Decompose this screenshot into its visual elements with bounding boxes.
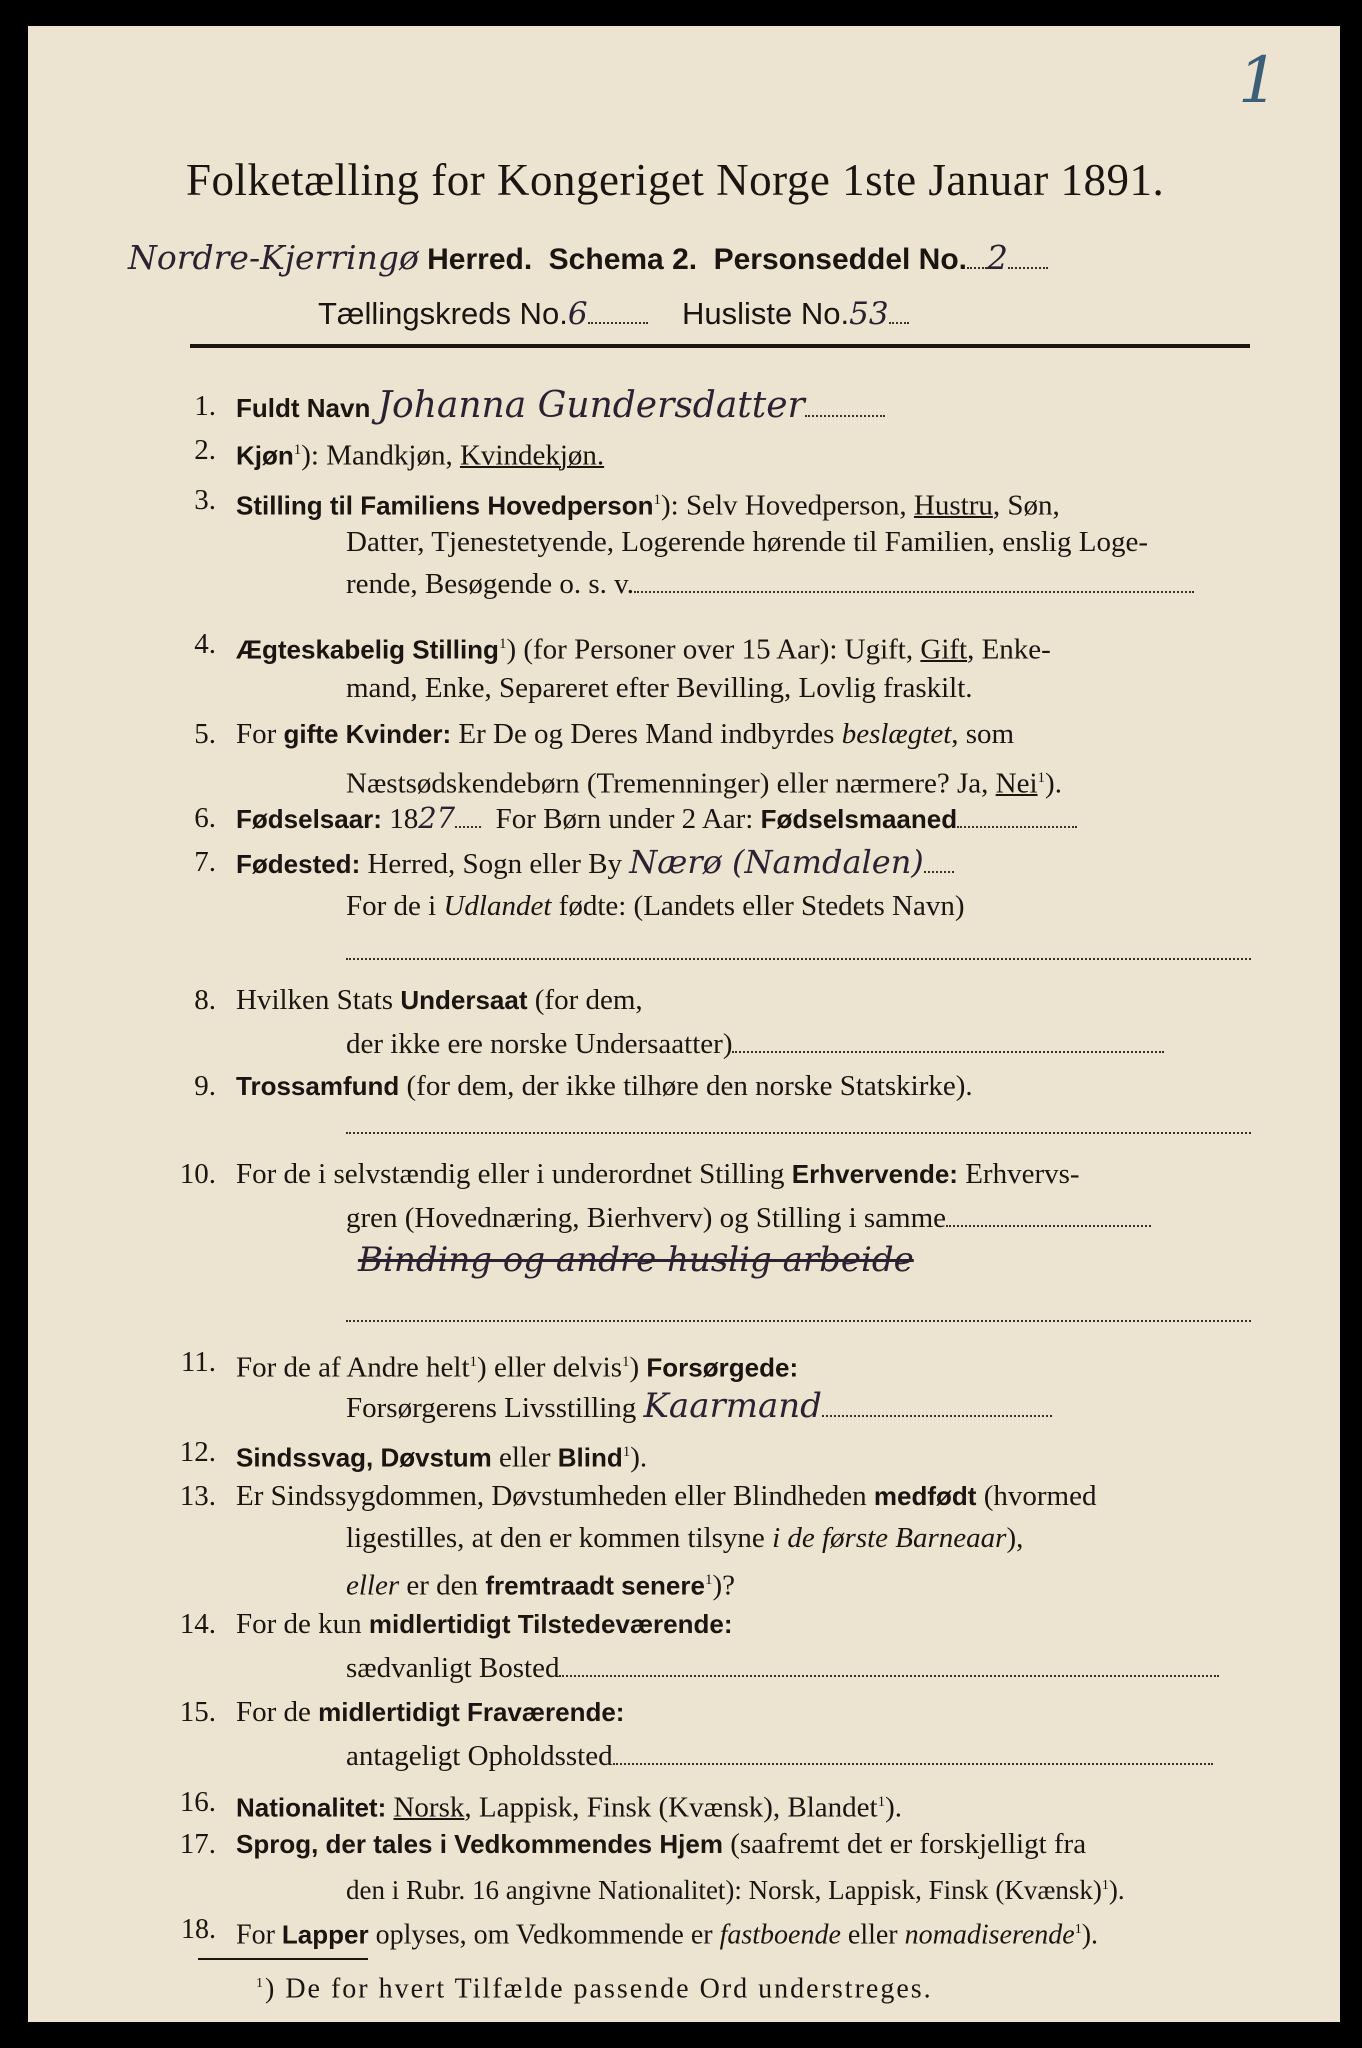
footnote-divider: [198, 1958, 368, 1960]
question-3-line-3: rende, Besøgende o. s. v.: [346, 566, 1194, 602]
husliste-value: 53: [849, 296, 889, 332]
question-13-line-2: ligestilles, at den er kommen tilsyne i de første Barneaar),: [346, 1522, 1024, 1554]
schema-label: Schema 2.: [548, 243, 698, 276]
header-row-1: [128, 236, 1048, 282]
question-7-blank-line: [346, 958, 1251, 960]
herred-label: Herred.: [427, 243, 533, 276]
herred-value: Nordre-Kjerringø: [128, 238, 419, 277]
kreds-label: Tællingskreds No.: [318, 296, 568, 331]
occupation-value: Binding og andre huslig arbeide: [358, 1240, 914, 1280]
header-divider: [190, 344, 1250, 348]
personseddel-label: Personseddel No.: [713, 243, 967, 276]
position-selected: Hustru: [913, 489, 993, 522]
question-3-line-2: Datter, Tjenestetyende, Logerende hørende til Familien, enslig Loge-: [346, 526, 1148, 558]
question-17-line-2: den i Rubr. 16 angivne Nationalitet): Norsk, Lappisk, Finsk (Kvænsk)$^1$).: [346, 1875, 1125, 1905]
corner-number: 1: [1238, 44, 1279, 118]
footnote: $^1$) De for hvert Tilfælde passende Ord understreges.: [256, 1973, 933, 2005]
full-name-value: Johanna Gundersdatter: [377, 385, 805, 426]
question-13-line-3: eller er den fremtraadt senere$^1$)?: [346, 1569, 735, 1602]
related-selected: Nei: [995, 767, 1038, 800]
husliste-label: Husliste No.: [682, 296, 850, 331]
question-8-line-2: der ikke ere norske Undersaatter): [346, 1026, 1164, 1062]
personseddel-value: 2: [987, 238, 1008, 277]
provider-occupation-value: Kaarmand: [643, 1386, 822, 1426]
question-14-line-2: sædvanligt Bosted: [346, 1650, 1219, 1686]
question-10-line-2: gren (Hovednæring, Bierhverv) og Stilling i samme: [346, 1200, 1151, 1236]
question-5-line-2: Næstsødskendebørn (Tremenninger) eller nærmere? Ja, Nei$^1$).: [346, 767, 1062, 800]
question-10-blank-line: [346, 1320, 1251, 1322]
question-11-line-2: Forsørgerens Livsstilling Kaarmand: [346, 1388, 1052, 1426]
question-4-line-2: mand, Enke, Separeret efter Bevilling, Lovlig fraskilt.: [346, 672, 973, 704]
form-title: Folketælling for Kongeriget Norge 1ste Januar 1891.: [186, 155, 1165, 205]
gender-selected: Kvindekjøn.: [459, 439, 605, 472]
nationality-selected: Norsk: [393, 1791, 465, 1824]
census-form-sheet: 1 Folketælling for Kongeriget Norge 1ste Januar 1891. Nordre-Kjerringø Herred. Schema 2. Personseddel No. 2 Tællingskreds No.6 Husliste No.53 1. Fuldt Navn Johanna Gundersdatter 2. Kjøn$^1$): Mandkjøn, Kvindekjøn. 3. Stilling til Familiens Hovedperson$^1$): Selv Hovedperson, Hustru, Søn, Datter, Tjenestetyende, Logerende hørende til Familien, enslig Loge- rende, Besøgende o. s. v. 4. Ægteskabelig Stilling$^1$) (for Personer over 15 Aar): Ugift, Gift, Enke- mand, Enke, Separeret efter Bevilling, Lovlig fraskilt. 5. For gifte Kvinder: Er De og Deres Mand indbyrdes beslægtet, som Næstsødskendebørn (Tremenninger) eller nærmere? Ja, Nei$^1$). 6. Fødselsaar: 1827 For Børn under 2 Aar: Fødselsmaaned 7. Fødested: Herred, Sogn eller By Nærø (Namdalen) For de i Udlandet fødte: (Landets eller Stedets Navn) 8. Hvilken Stats Undersaat (for dem, der ikke ere norske Undersaatter) 9. Trossamfund (for dem, der ikke tilhøre den norske Statskirke). 10. For de i selvstændig eller i underordnet Stilling Erhvervende: Erhvervs- gren (Hovednæring, Bierhverv) og Stilling i samme Binding og andre huslig arbeide 11. For de af Andre helt$^1$) eller delvis$^1$) Forsørgede: Forsørgerens Livsstilling Kaarmand 12. Sindssvag, Døvstum eller Blind$^1$). 13. Er Sindssygdommen, Døvstumheden eller Blindheden medfødt (hvormed ligestilles, at den er kommen tilsyne i de første Barneaar), eller er den fremtraadt senere$^1$)? 14. For de kun midlertidigt Tilstedeværende: sædvanligt Bosted 15. For de midlertidigt Fraværende: antageligt Opholdssted 16. Nationalitet: Norsk, Lappisk, Finsk (Kvænsk), Blandet$^1$). 17. Sprog, der tales i Vedkommendes Hjem (saafremt det er forskjelligt fra den i Rubr. 16 angivne Nationalitet): Norsk, Lappisk, Finsk (Kvænsk)$^1$). 18. For Lapper oplyses, om Vedkommende er fastboende eller nomadiserende$^1$). $^1$) De for hvert Tilfælde passende Ord understreges.: [28, 26, 1340, 2022]
birth-year-value: 27: [418, 801, 456, 835]
header-row-2: [318, 294, 909, 334]
birthplace-value: Nærø (Namdalen): [629, 843, 924, 881]
question-7-line-2: For de i Udlandet fødte: (Landets eller Stedets Navn): [346, 890, 965, 922]
marital-selected: Gift: [920, 633, 968, 666]
question-9-blank-line: [346, 1132, 1251, 1134]
kreds-value: 6: [567, 296, 588, 332]
question-15-line-2: antageligt Opholdssted: [346, 1738, 1213, 1774]
